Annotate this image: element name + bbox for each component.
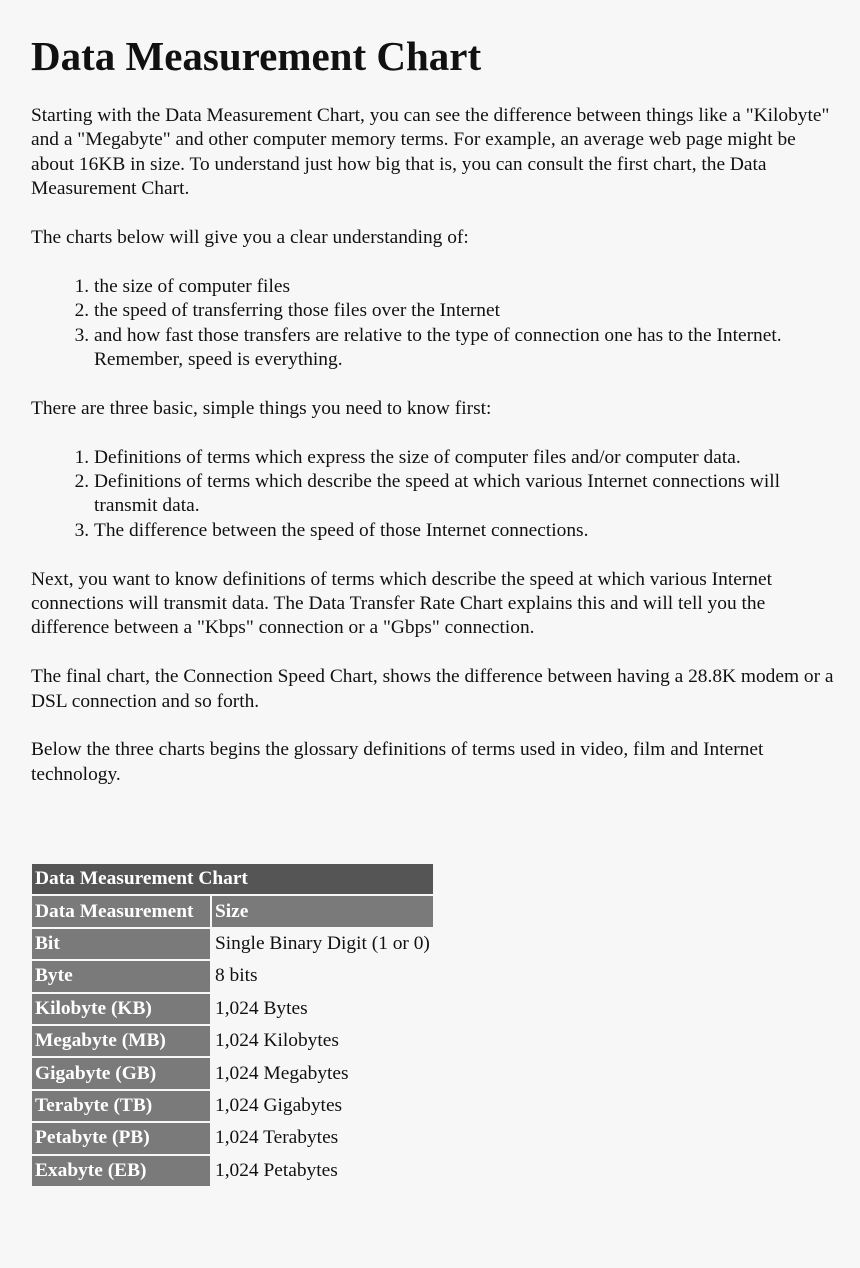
final-paragraph: The final chart, the Connection Speed Chart, shows the difference between having a 28.8K modem or a DSL connection and so forth.: [31, 666, 834, 712]
list-item: 1. the size of computer files: [94, 275, 843, 299]
list-item: 1. Definitions of terms which express the size of computer files and/or computer data.: [94, 446, 843, 470]
basics-list: [31, 446, 843, 544]
column-header-term: Data Measurement: [32, 896, 210, 926]
table-caption: Data Measurement Chart: [32, 864, 433, 894]
list-item: 2. Definitions of terms which describe the speed at which various Internet connections will transmit data.: [94, 470, 843, 519]
list-item: 3. and how fast those transfers are relative to the type of connection one has to the Internet. Remember, speed is everything.: [94, 324, 843, 373]
term-cell: Petabyte (PB): [32, 1123, 210, 1153]
table-row: [32, 1156, 433, 1186]
term-cell: Byte: [32, 961, 210, 991]
table-caption-row: [32, 864, 433, 894]
table-row: [32, 1026, 433, 1056]
next-paragraph: Next, you want to know definitions of terms which describe the speed at which various Internet connections will transmit data. The Data Transfer Rate Chart explains this and will tell you the difference between a "Kbps" connection or a "Gbps" connection.: [31, 568, 772, 639]
term-cell: Exabyte (EB): [32, 1156, 210, 1186]
table-header-row: [32, 896, 433, 926]
term-cell: Bit: [32, 929, 210, 959]
below-paragraph: Below the three charts begins the glossary definitions of terms used in video, film and Internet technology.: [31, 739, 764, 785]
size-cell: 8 bits: [215, 965, 258, 987]
charts-intro-paragraph: The charts below will give you a clear understanding of:: [31, 227, 469, 249]
size-cell: 1,024 Gigabytes: [215, 1094, 343, 1116]
size-cell: Single Binary Digit (1 or 0): [215, 932, 430, 954]
intro-paragraph: Starting with the Data Measurement Chart, you can see the difference between things like a "Kilobyte" and a "Megabyte" and other computer memory terms. For example, an average web page might be about 16KB in size. To understand just how big that is, you can consult the first chart, the Data Measurement Chart.: [31, 105, 830, 200]
table-row: [32, 929, 433, 959]
list-item: 2. the speed of transferring those files over the Internet: [94, 299, 843, 323]
charts-list: [31, 275, 843, 373]
table-row: [32, 1058, 433, 1088]
size-cell: 1,024 Kilobytes: [215, 1030, 339, 1052]
basics-intro-paragraph: There are three basic, simple things you need to know first:: [31, 397, 492, 419]
size-cell: 1,024 Megabytes: [215, 1062, 349, 1084]
data-measurement-table: [30, 862, 435, 1188]
page-title: Data Measurement Chart: [31, 33, 482, 79]
size-cell: 1,024 Terabytes: [215, 1127, 339, 1149]
table-row: [32, 1091, 433, 1121]
list-item: 3. The difference between the speed of those Internet connections.: [94, 519, 843, 543]
table-row: [32, 961, 433, 991]
size-cell: 1,024 Petabytes: [215, 1159, 338, 1181]
table-row: [32, 994, 433, 1024]
term-cell: Terabyte (TB): [32, 1091, 210, 1121]
term-cell: Megabyte (MB): [32, 1026, 210, 1056]
term-cell: Kilobyte (KB): [32, 994, 210, 1024]
table-row: [32, 1123, 433, 1153]
size-cell: 1,024 Bytes: [215, 997, 308, 1019]
column-header-size: Size: [212, 896, 433, 926]
article-body: [31, 104, 843, 812]
term-cell: Gigabyte (GB): [32, 1058, 210, 1088]
